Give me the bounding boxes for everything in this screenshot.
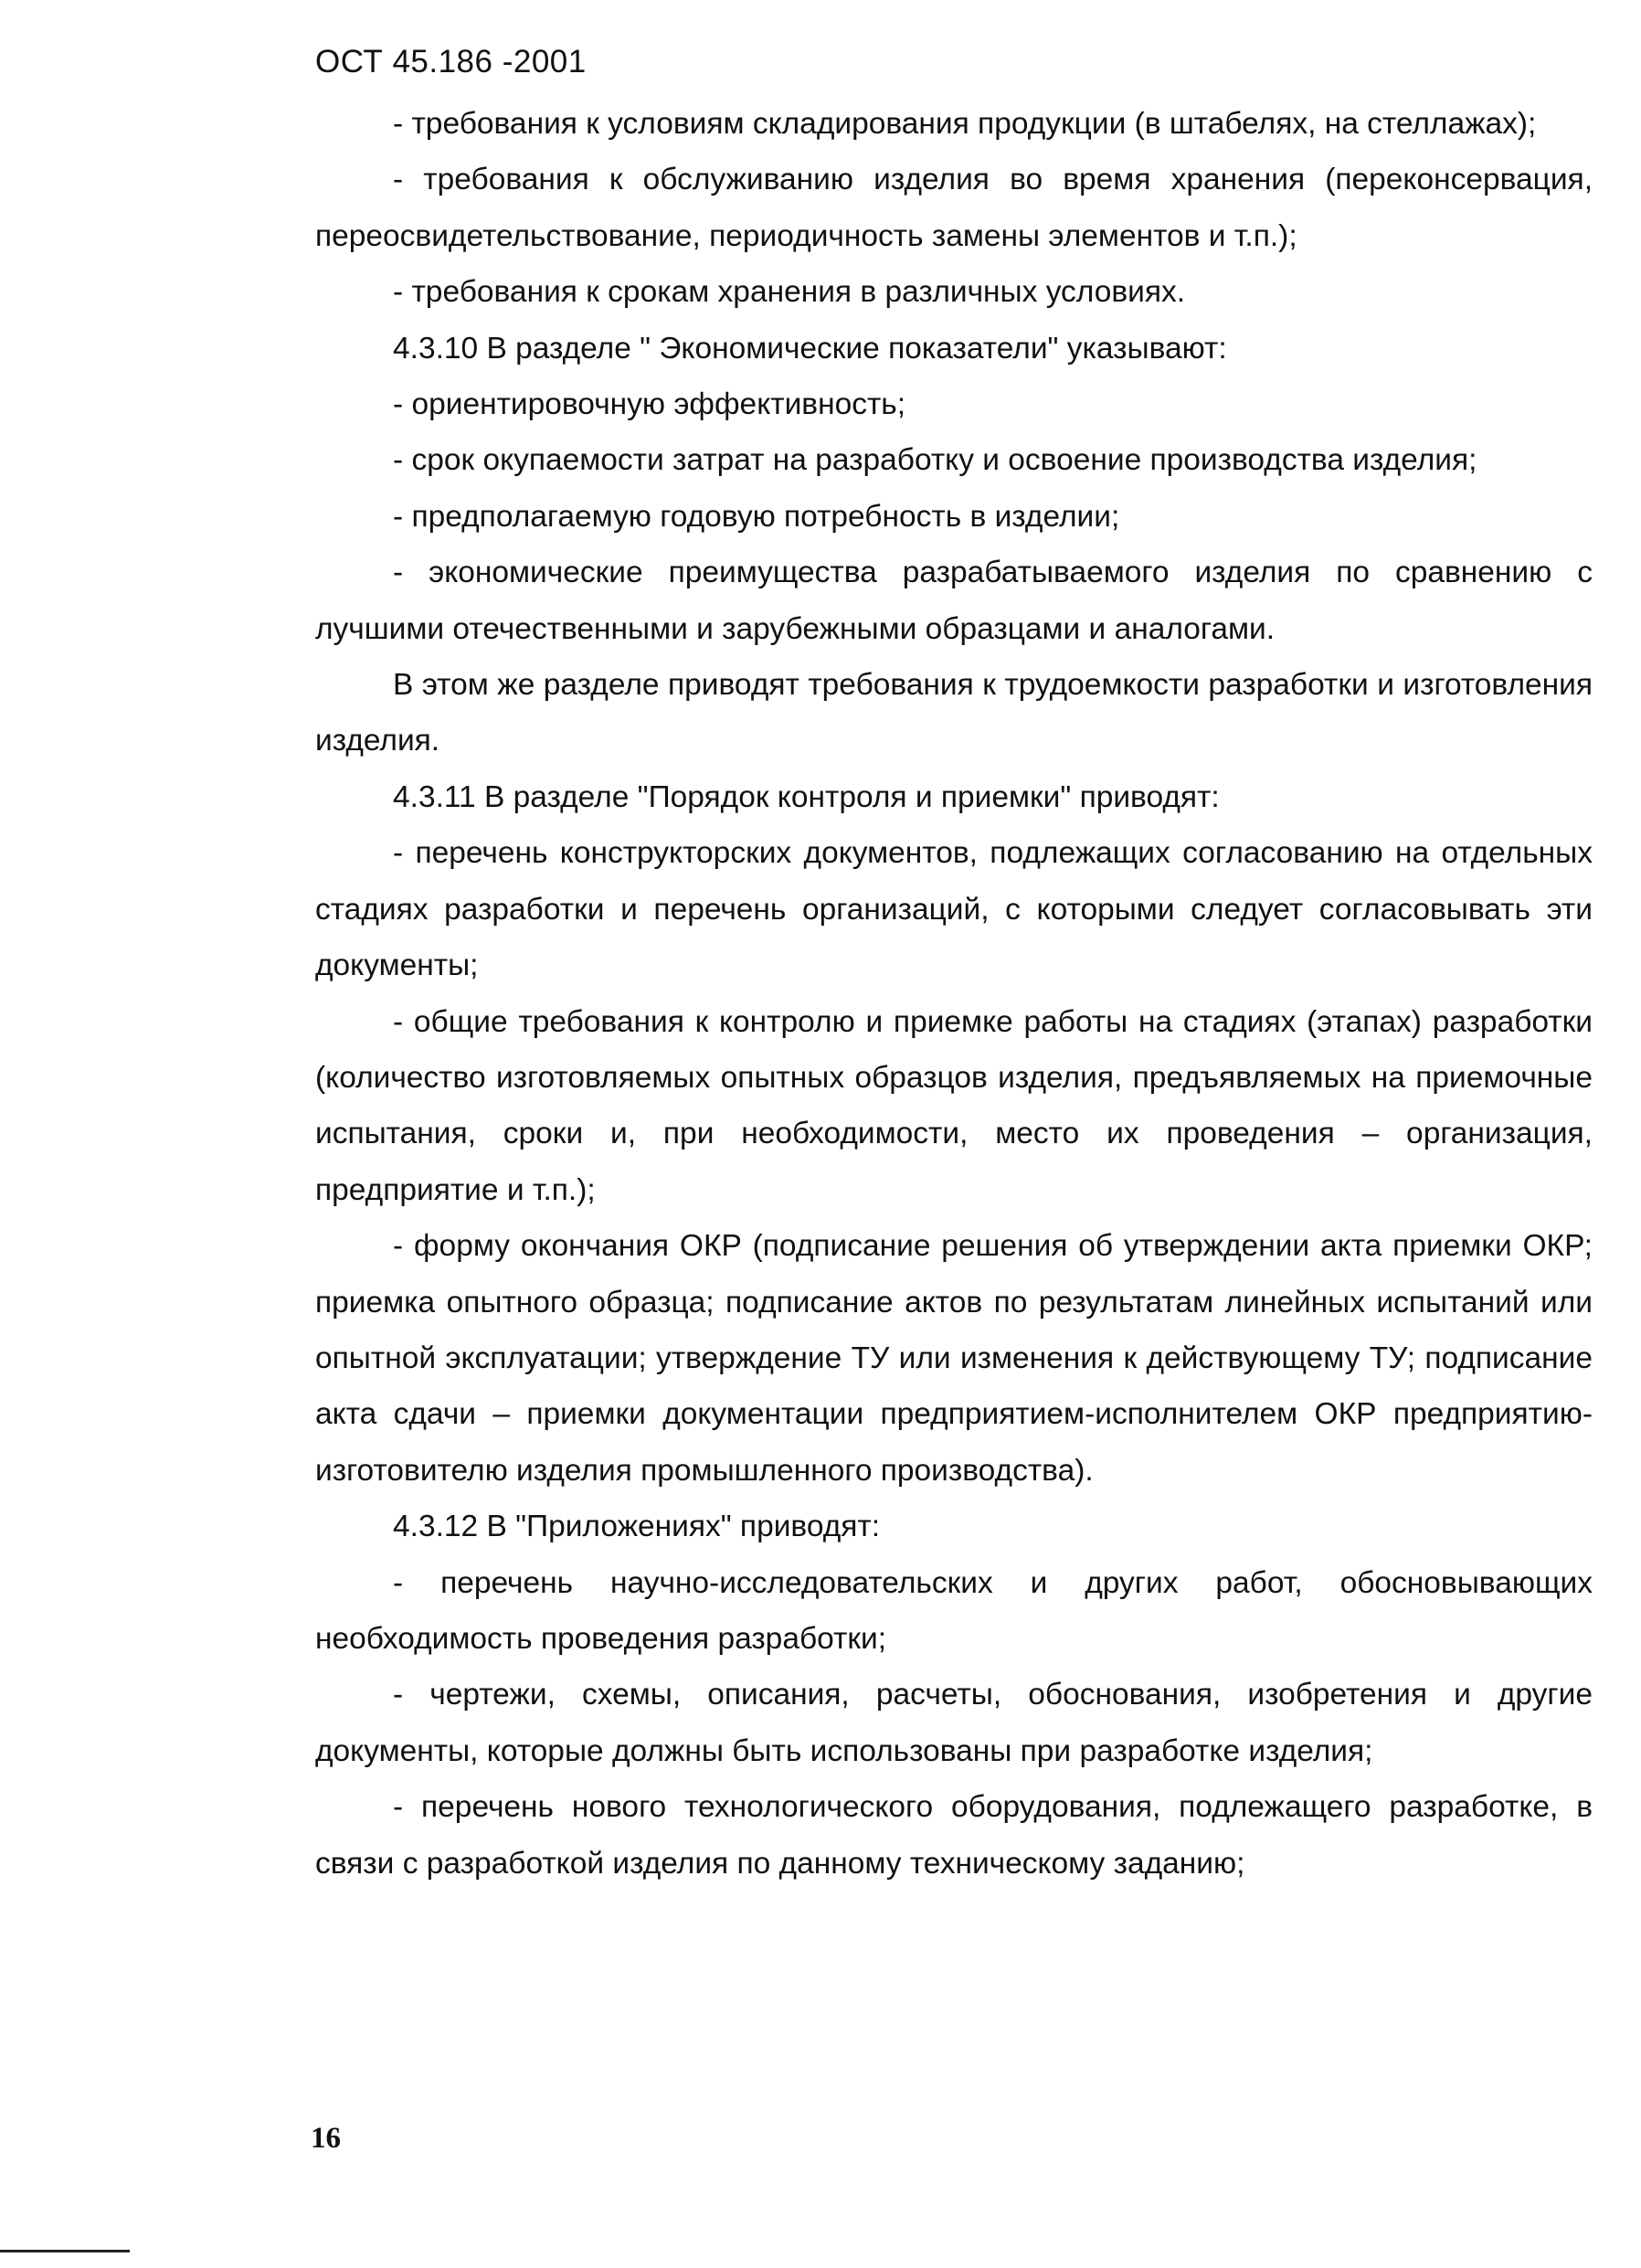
section-heading-4-3-10: 4.3.10 В разделе " Экономические показатели" указывают:	[393, 331, 1227, 366]
paragraph: - форму окончания ОКР (подписание решения об утверждении акта приемки ОКР; приемка опытного образца; подписание актов по результатам линейных испытаний или опытной эксплуатации; утверждение ТУ или изменения к действующему ТУ; подписание акта сдачи – приемки документации предприятием-исполнителем ОКР предприятию-изготовителю изделия промышленного производства).	[315, 1229, 1593, 1488]
paragraph: - перечень конструкторских документов, подлежащих согласованию на отдельных стадиях разработки и перечень организаций, с которыми следует согласовывать эти документы;	[315, 836, 1593, 983]
section-heading-4-3-12: 4.3.12 В "Приложениях" приводят:	[393, 1510, 881, 1544]
paragraph: - перечень нового технологического оборудования, подлежащего разработке, в связи с разработкой изделия по данному техническому заданию;	[315, 1790, 1593, 1881]
document-body	[315, 96, 1593, 1892]
section-heading-4-3-11: 4.3.11 В разделе "Порядок контроля и приемки" приводят:	[393, 779, 1220, 814]
page-number: 16	[311, 2122, 341, 2155]
paragraph: - требования к срокам хранения в различных условиях.	[393, 275, 1186, 310]
paragraph: - ориентировочную эффективность;	[393, 387, 906, 422]
paragraph: - требования к обслуживанию изделия во время хранения (переконсервация, переосвидетельствование, периодичность замены элементов и т.п.);	[315, 163, 1593, 253]
paragraph: - общие требования к контролю и приемке работы на стадиях (этапах) разработки (количество изготовляемых опытных образцов изделия, предъявляемых на приемочные испытания, сроки и, при необходимости, место их проведения – организация, предприятие и т.п.);	[315, 1004, 1593, 1207]
paragraph: - срок окупаемости затрат на разработку и освоение производства изделия;	[393, 443, 1477, 478]
bottom-divider	[0, 2250, 130, 2252]
paragraph: - перечень научно-исследовательских и других работ, обосновывающих необходимость проведения разработки;	[315, 1565, 1593, 1656]
paragraph: - предполагаемую годовую потребность в изделии;	[393, 499, 1120, 534]
paragraph: - экономические преимущества разрабатываемого изделия по сравнению с лучшими отечественными и зарубежными образцами и аналогами.	[315, 556, 1593, 646]
paragraph: - требования к условиям складирования продукции (в штабелях, на стеллажах);	[393, 107, 1537, 141]
paragraph: - чертежи, схемы, описания, расчеты, обоснования, изобретения и другие документы, которые должны быть использованы при разработке изделия;	[315, 1678, 1593, 1768]
paragraph: В этом же разделе приводят требования к трудоемкости разработки и изготовления изделия.	[315, 668, 1593, 758]
document-code-header: ОСТ 45.186 -2001	[315, 44, 587, 79]
